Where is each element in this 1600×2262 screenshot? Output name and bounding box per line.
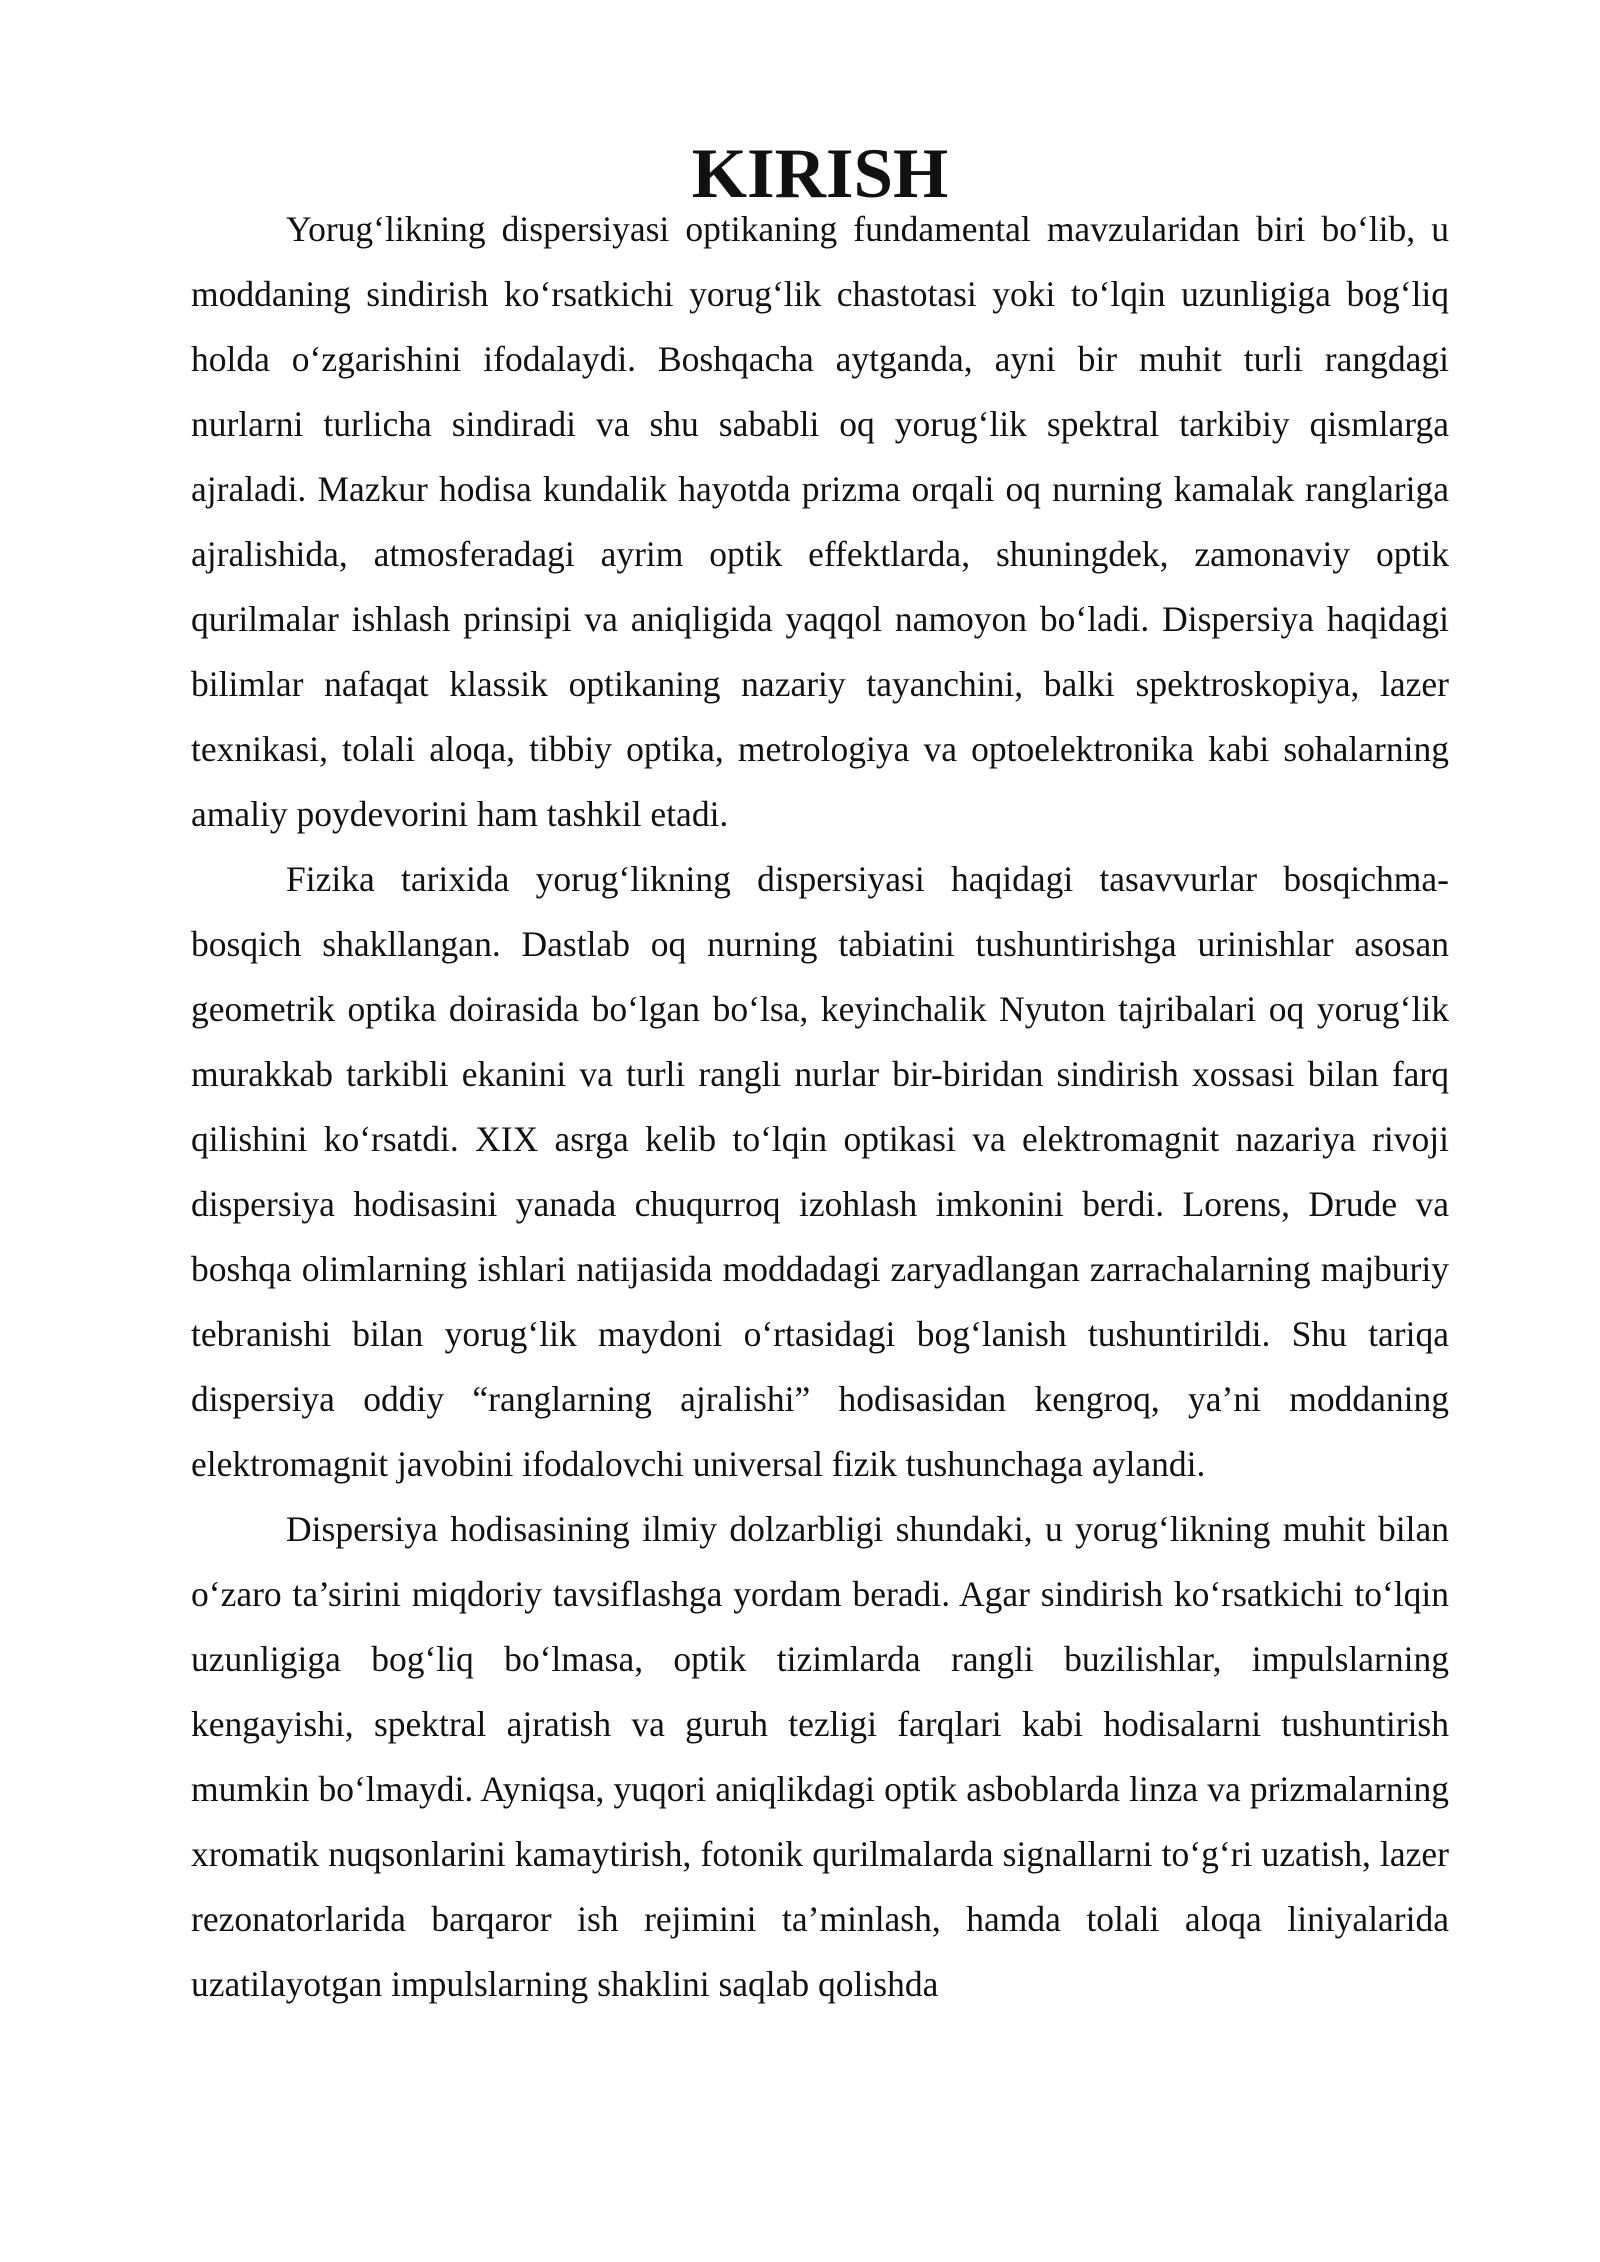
document-page	[191, 135, 1449, 2017]
page-title: KIRISH	[691, 135, 949, 213]
paragraph-3: Dispersiya hodisasining ilmiy dolzarbligi shundaki, u yorug‘likning muhit bilan o‘zaro ta’sirini miqdoriy tavsiflashga yordam beradi. Agar sindirish ko‘rsatkichi to‘lqin uzunligiga bog‘liq bo‘lmasa, optik tizimlarda rangli buzilishlar, impulslarning kengayishi, spektral ajratish va guruh tezligi farqlari kabi hodisalarni tushuntirish mumkin bo‘lmaydi. Ayniqsa, yuqori aniqlikdagi optik asboblarda linza va prizmalarning xromatik nuqsonlarini kamaytirish, fotonik qurilmalarda signallarni to‘g‘ri uzatish, lazer rezonatorlarida barqaror ish rejimini ta’minlash, hamda tolali aloqa liniyalarida uzatilayotgan impulslarning shaklini saqlab qolishda	[191, 1509, 1449, 2004]
paragraph-1: Yorug‘likning dispersiyasi optikaning fundamental mavzularidan biri bo‘lib, u moddaning sindirish ko‘rsatkichi yorug‘lik chastotasi yoki to‘lqin uzunligiga bog‘liq holda o‘zgarishini ifodalaydi. Boshqacha aytganda, ayni bir muhit turli rangdagi nurlarni turlicha sindiradi va shu sababli oq yorug‘lik spektral tarkibiy qismlarga ajraladi. Mazkur hodisa kundalik hayotda prizma orqali oq nurning kamalak ranglariga ajralishida, atmosferadagi ayrim optik effektlarda, shuningdek, zamonaviy optik qurilmalar ishlash prinsipi va aniqligida yaqqol namoyon bo‘ladi. Dispersiya haqidagi bilimlar nafaqat klassik optikaning nazariy tayanchini, balki spektroskopiya, lazer texnikasi, tolali aloqa, tibbiy optika, metrologiya va optoelektronika kabi sohalarning amaliy poydevorini ham tashkil etadi.	[191, 209, 1449, 834]
paragraph-2: Fizika tarixida yorug‘likning dispersiyasi haqidagi tasavvurlar bosqichma-bosqich shakllangan. Dastlab oq nurning tabiatini tushuntirishga urinishlar asosan geometrik optika doirasida bo‘lgan bo‘lsa, keyinchalik Nyuton tajribalari oq yorug‘lik murakkab tarkibli ekanini va turli rangli nurlar bir-biridan sindirish xossasi bilan farq qilishini ko‘rsatdi. XIX asrga kelib to‘lqin optikasi va elektromagnit nazariya rivoji dispersiya hodisasini yanada chuqurroq izohlash imkonini berdi. Lorens, Drude va boshqa olimlarning ishlari natijasida moddadagi zaryadlangan zarrachalarning majburiy tebranishi bilan yorug‘lik maydoni o‘rtasidagi bog‘lanish tushuntirildi. Shu tariqa dispersiya oddiy “ranglarning ajralishi” hodisasidan kengroq, ya’ni moddaning elektromagnit javobini ifodalovchi universal fizik tushunchaga aylandi.	[191, 859, 1449, 1484]
